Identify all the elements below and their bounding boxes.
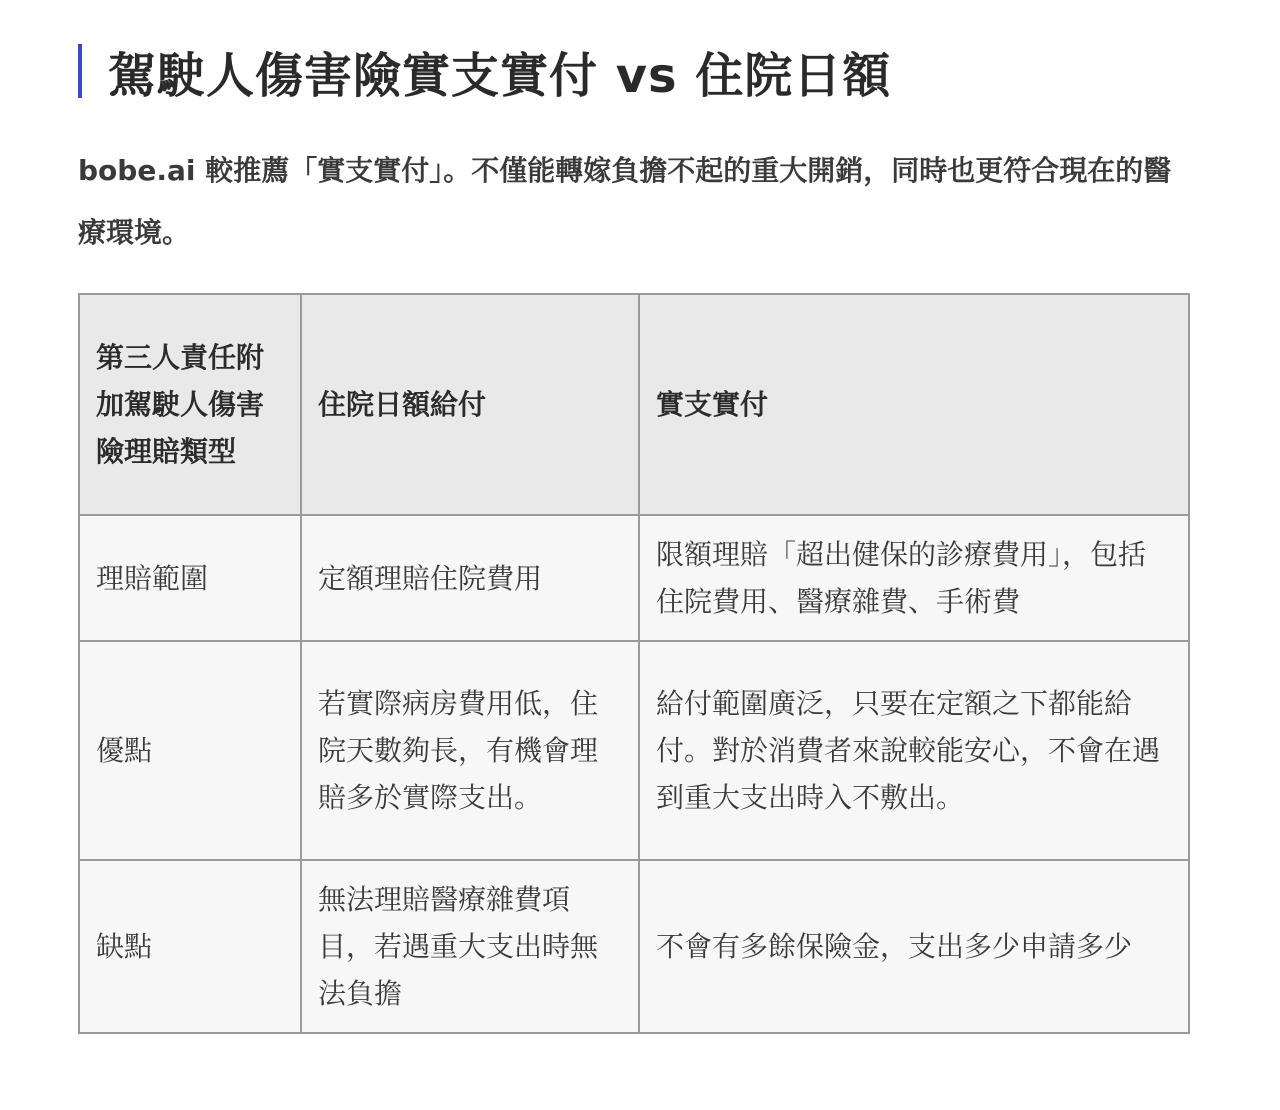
row-label-cons: 缺點	[79, 860, 301, 1033]
row-label-pros: 優點	[79, 641, 301, 860]
heading-accent-bar	[78, 44, 82, 98]
table-row	[79, 641, 1189, 860]
header-claim-type: 第三人責任附加駕駛人傷害險理賠類型	[79, 294, 301, 515]
cell-daily-pros: 若實際病房費用低，住院天數夠長，有機會理賠多於實際支出。	[301, 641, 639, 860]
row-label-coverage: 理賠範圍	[79, 515, 301, 641]
cell-actual-cons: 不會有多餘保險金，支出多少申請多少	[639, 860, 1189, 1033]
cell-daily-coverage: 定額理賠住院費用	[301, 515, 639, 641]
table-row	[79, 515, 1189, 641]
page-title: 駕駛人傷害險實支實付 vs 住院日額	[108, 47, 892, 104]
table-header-row	[79, 294, 1189, 515]
header-daily-allowance: 住院日額給付	[301, 294, 639, 515]
comparison-table	[78, 293, 1190, 1034]
table-row	[79, 860, 1189, 1033]
section-heading	[78, 40, 891, 102]
header-actual-expense: 實支實付	[639, 294, 1189, 515]
cell-daily-cons: 無法理賠醫療雜費項目，若遇重大支出時無法負擔	[301, 860, 639, 1033]
cell-actual-pros: 給付範圍廣泛，只要在定額之下都能給付。對於消費者來說較能安心，不會在遇到重大支出時入不敷出。	[639, 641, 1189, 860]
cell-actual-coverage: 限額理賠「超出健保的診療費用」，包括住院費用、醫療雜費、手術費	[639, 515, 1189, 641]
intro-paragraph: bobe.ai 較推薦「實支實付」。不僅能轉嫁負擔不起的重大開銷，同時也更符合現在的醫療環境。	[78, 154, 1172, 249]
